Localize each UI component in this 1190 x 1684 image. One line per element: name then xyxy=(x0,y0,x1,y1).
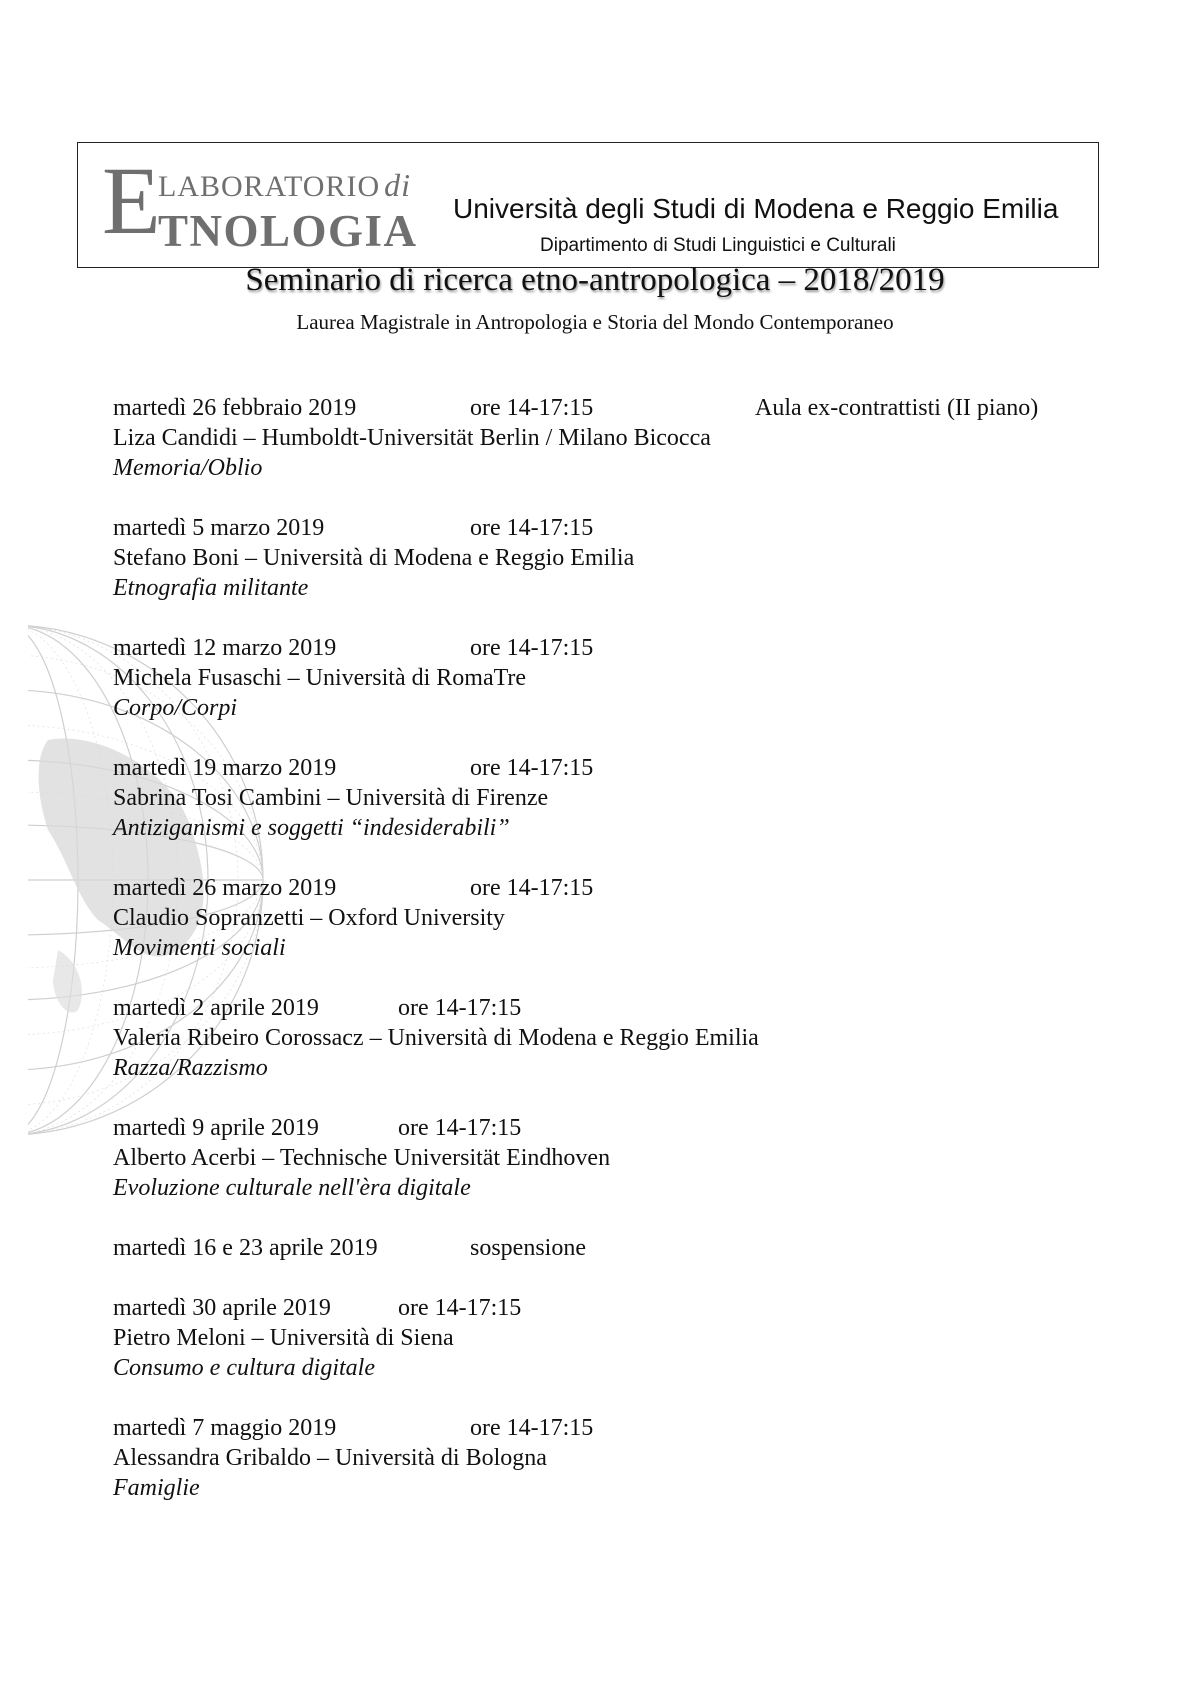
logo-line-1 xyxy=(158,167,411,204)
event-speaker: Valeria Ribeiro Corossacz – Università di Modena e Reggio Emilia xyxy=(113,1025,759,1051)
event-entry xyxy=(113,393,1113,483)
event-time: ore 14-17:15 xyxy=(470,395,594,421)
event-time: ore 14-17:15 xyxy=(470,755,594,781)
event-topic: Razza/Razzismo xyxy=(113,1055,268,1081)
university-name: Università degli Studi di Modena e Reggio Emilia xyxy=(453,193,1059,224)
event-time: ore 14-17:15 xyxy=(470,875,594,901)
event-date: martedì 7 maggio 2019 xyxy=(113,1415,337,1441)
event-date: martedì 30 aprile 2019 xyxy=(113,1295,331,1321)
logo-big-letter: E xyxy=(102,147,161,254)
logo-line-1-di: di xyxy=(384,167,412,203)
event-speaker: Michela Fusaschi – Università di RomaTre xyxy=(113,665,527,691)
event-date: martedì 19 marzo 2019 xyxy=(113,755,337,781)
event-topic: Memoria/Oblio xyxy=(113,455,263,481)
event-date: martedì 5 marzo 2019 xyxy=(113,515,325,541)
event-speaker: Alessandra Gribaldo – Università di Bologna xyxy=(113,1445,547,1471)
event-entry xyxy=(113,513,1113,603)
event-entry xyxy=(113,1113,1113,1203)
event-entry xyxy=(113,873,1113,963)
event-room: Aula ex-contrattisti (II piano) xyxy=(755,395,1039,421)
event-topic: Consumo e cultura digitale xyxy=(113,1355,375,1381)
page-title: Seminario di ricerca etno-antropologica – 2018/2019 xyxy=(245,262,945,298)
event-time: ore 14-17:15 xyxy=(398,995,522,1021)
event-time: ore 14-17:15 xyxy=(470,635,594,661)
event-speaker: Stefano Boni – Università di Modena e Reggio Emilia xyxy=(113,545,635,571)
event-topic: Corpo/Corpi xyxy=(113,695,238,721)
event-speaker: Pietro Meloni – Università di Siena xyxy=(113,1325,454,1351)
event-time: ore 14-17:15 xyxy=(398,1115,522,1141)
event-topic: Evoluzione culturale nell'èra digitale xyxy=(113,1175,471,1201)
event-topic: Famiglie xyxy=(113,1475,200,1501)
event-entry xyxy=(113,633,1113,723)
event-status: sospensione xyxy=(470,1235,586,1261)
event-date: martedì 9 aprile 2019 xyxy=(113,1115,319,1141)
event-entry xyxy=(113,1293,1113,1383)
event-topic: Antiziganismi e soggetti “indesiderabili” xyxy=(113,815,510,841)
event-entry xyxy=(113,993,1113,1083)
event-topic: Etnografia militante xyxy=(113,575,309,601)
logo-line-1-text: LABORATORIO xyxy=(158,170,381,203)
event-speaker: Sabrina Tosi Cambini – Università di Firenze xyxy=(113,785,549,811)
event-date: martedì 16 e 23 aprile 2019 xyxy=(113,1235,378,1261)
event-date: martedì 2 aprile 2019 xyxy=(113,995,319,1021)
event-entry xyxy=(113,1413,1113,1503)
event-time: ore 14-17:15 xyxy=(470,1415,594,1441)
logo-line-2: TNOLOGIA xyxy=(158,206,418,256)
header-box xyxy=(77,142,1099,268)
event-date: martedì 26 febbraio 2019 xyxy=(113,395,357,421)
event-speaker: Liza Candidi – Humboldt-Universität Berlin / Milano Bicocca xyxy=(113,425,711,451)
page-subtitle: Laurea Magistrale in Antropologia e Storia del Mondo Contemporaneo xyxy=(296,310,894,334)
department-name: Dipartimento di Studi Linguistici e Culturali xyxy=(540,235,896,256)
event-time: ore 14-17:15 xyxy=(398,1295,522,1321)
event-date: martedì 12 marzo 2019 xyxy=(113,635,337,661)
event-entry xyxy=(113,1233,1113,1263)
event-date: martedì 26 marzo 2019 xyxy=(113,875,337,901)
laboratorio-logo xyxy=(102,147,418,256)
event-time: ore 14-17:15 xyxy=(470,515,594,541)
event-topic: Movimenti sociali xyxy=(113,935,286,961)
event-speaker: Alberto Acerbi – Technische Universität Eindhoven xyxy=(113,1145,611,1171)
event-speaker: Claudio Sopranzetti – Oxford University xyxy=(113,905,505,931)
event-entry xyxy=(113,753,1113,843)
